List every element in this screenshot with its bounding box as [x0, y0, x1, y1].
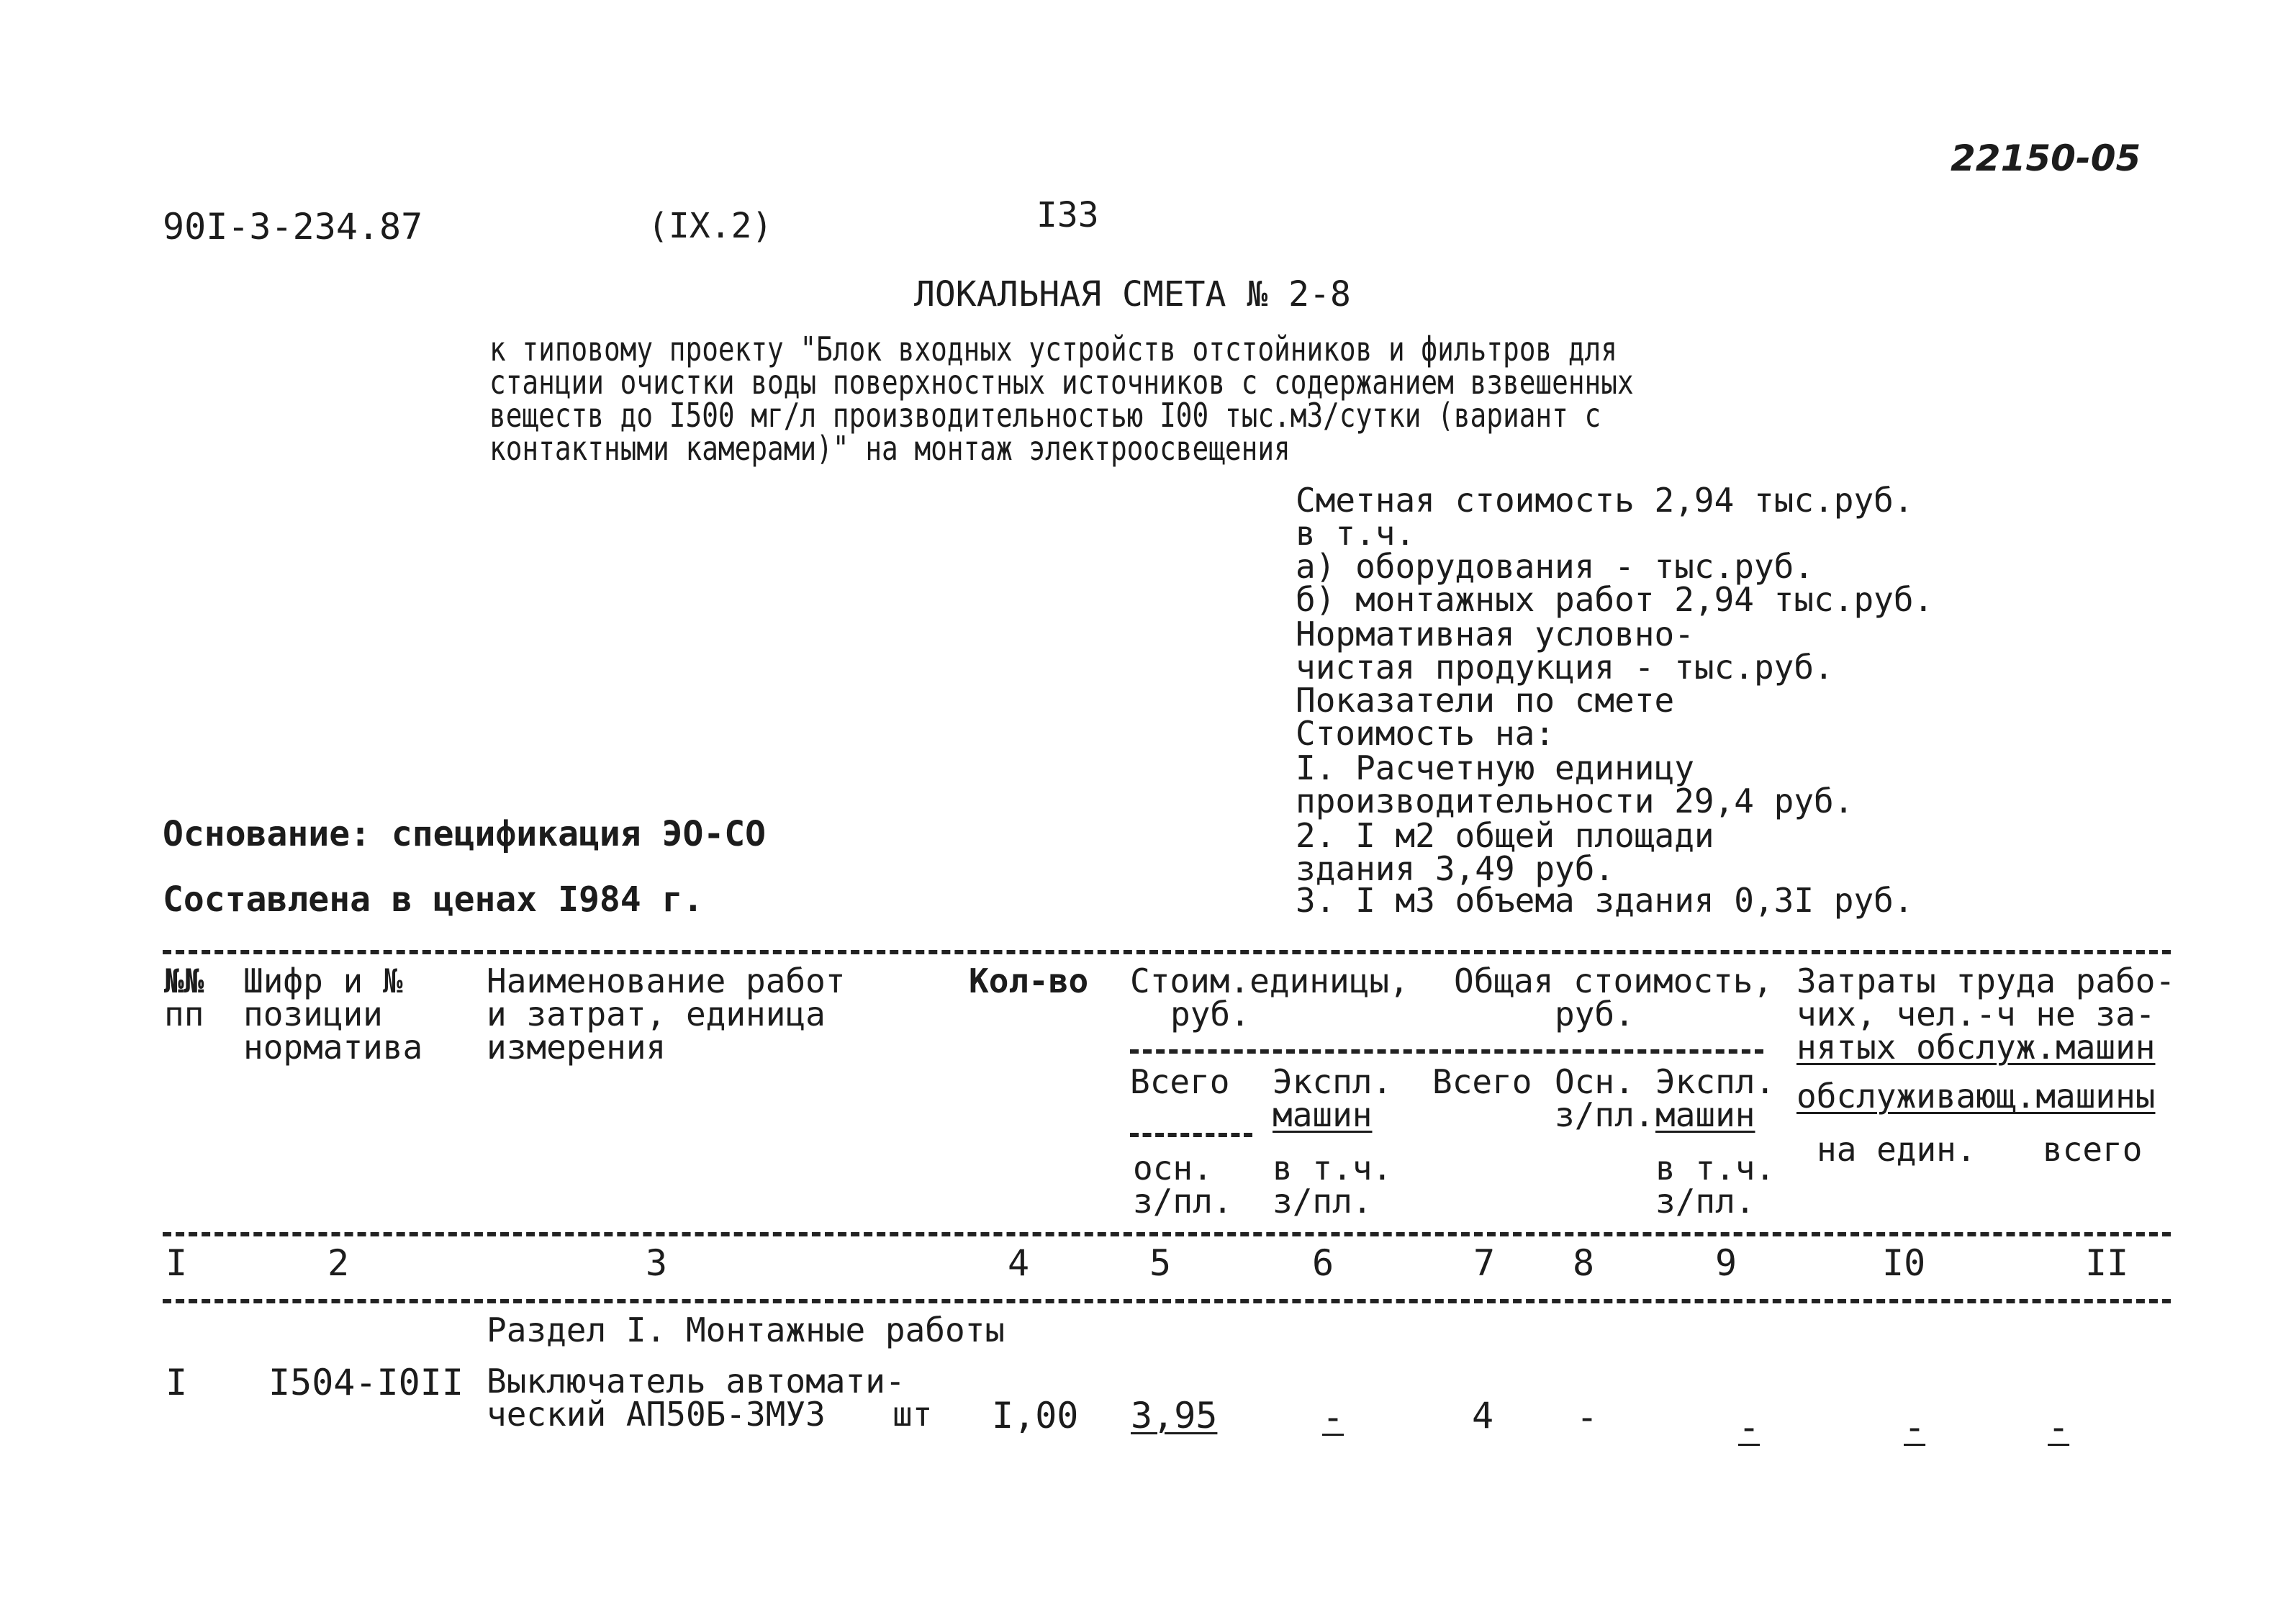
section-code: (IX.2) — [648, 206, 773, 246]
summary-line: Нормативная условно- — [1296, 615, 1694, 653]
prices-line: Составлена в ценах I984 г. — [163, 879, 704, 920]
header-col3: и затрат, единица — [487, 995, 826, 1033]
page-title: ЛОКАЛЬНАЯ СМЕТА № 2-8 — [914, 274, 1351, 315]
column-number: 6 — [1312, 1242, 1334, 1284]
row-unit-total: 3,95 — [1131, 1395, 1218, 1437]
header-col9: машин — [1655, 1095, 1755, 1134]
header-col5: з/пл. — [1133, 1182, 1233, 1221]
column-number: 2 — [327, 1242, 350, 1284]
header-col5: Всего — [1130, 1062, 1230, 1101]
header-col789: Общая стоимость, — [1454, 962, 1773, 1000]
row-qty: I,00 — [992, 1395, 1079, 1437]
row-labor-total: - — [2048, 1406, 2070, 1448]
column-number: II — [2085, 1242, 2129, 1284]
header-col5: осн. — [1133, 1149, 1213, 1188]
header-col789: руб. — [1555, 995, 1635, 1033]
row-number: I — [166, 1362, 188, 1403]
header-col6: в т.ч. — [1273, 1149, 1393, 1188]
header-col56: руб. — [1170, 995, 1250, 1033]
description-line: веществ до I500 мг/л производительностью I00 тыс.м3/сутки (вариант с — [489, 396, 1601, 435]
column-number: I — [166, 1242, 188, 1284]
description-line: контактными камерами)" на монтаж электроосвещения — [489, 429, 1291, 468]
header-col1: пп — [164, 995, 204, 1033]
document-code: 90I-3-234.87 — [163, 206, 423, 248]
summary-line: а) оборудования - тыс.руб. — [1296, 547, 1814, 586]
header-col2: позиции — [243, 995, 383, 1033]
header-col6: з/пл. — [1273, 1182, 1373, 1221]
column-number: 8 — [1573, 1242, 1595, 1284]
header-col9: Экспл. — [1655, 1062, 1776, 1101]
column-number: 3 — [646, 1242, 668, 1284]
summary-line: I. Расчетную единицу — [1296, 748, 1694, 787]
header-col1: №№ — [164, 962, 204, 1000]
row-total: 4 — [1472, 1395, 1494, 1437]
summary-line: здания 3,49 руб. — [1296, 849, 1615, 888]
column-number: 7 — [1473, 1242, 1496, 1284]
header-col6: машин — [1273, 1095, 1373, 1134]
row-total-machines: - — [1738, 1406, 1761, 1448]
summary-line: Показатели по смете — [1296, 681, 1675, 720]
summary-line: 2. I м2 общей площади — [1296, 816, 1714, 855]
header-col1011: чих, чел.-ч не за- — [1796, 995, 2156, 1033]
header-col9: в т.ч. — [1655, 1149, 1776, 1188]
summary-line: чистая продукция - тыс.руб. — [1296, 648, 1834, 687]
header-col7: Всего — [1432, 1062, 1532, 1101]
header-col3: Наименование работ — [487, 962, 846, 1000]
description-line: станции очистки воды поверхностных источников с содержанием взвешенных — [489, 363, 1634, 402]
column-number: 4 — [1008, 1242, 1030, 1284]
header-col4: Кол-во — [969, 962, 1089, 1000]
row-name: Выключатель автомати- — [487, 1362, 905, 1401]
table-top-rule — [163, 950, 2171, 954]
row-labor-unit: - — [1904, 1406, 1926, 1448]
row-name: ческий АП50Б-3МУ3 — [487, 1395, 826, 1434]
table-subheader-rule — [1130, 1049, 1763, 1054]
row-total-base: - — [1576, 1396, 1599, 1438]
table-header-bottom-rule — [163, 1232, 2171, 1236]
header-col1011-sub: обслуживающ.машины — [1796, 1077, 2156, 1116]
corner-note: 22150-05 — [1951, 137, 2141, 179]
row-unit-machines: - — [1322, 1396, 1344, 1438]
header-col8: з/пл. — [1555, 1095, 1655, 1134]
header-col56: Стоим.единицы, — [1130, 962, 1409, 1000]
basis-line: Основание: спецификация ЭО-СО — [163, 814, 767, 854]
table-subheader-rule — [1130, 1133, 1252, 1137]
summary-line: Стоимость на: — [1296, 714, 1555, 753]
description-line: к типовому проекту "Блок входных устройств отстойников и фильтров для — [489, 330, 1617, 368]
summary-line: Сметная стоимость 2,94 тыс.руб. — [1296, 481, 1914, 520]
header-col6: Экспл. — [1273, 1062, 1393, 1101]
row-code: I504-I0II — [268, 1362, 464, 1403]
header-col8: Осн. — [1555, 1062, 1635, 1101]
page-number: I33 — [1036, 195, 1099, 235]
summary-line: в т.ч. — [1296, 514, 1416, 553]
column-number: 9 — [1715, 1242, 1737, 1284]
header-col11: всего — [2043, 1130, 2143, 1169]
summary-line: б) монтажных работ 2,94 тыс.руб. — [1296, 580, 1934, 619]
column-number: I0 — [1882, 1242, 1926, 1284]
header-col3: измерения — [487, 1028, 666, 1067]
column-number: 5 — [1149, 1242, 1172, 1284]
header-col10: на един. — [1817, 1130, 1976, 1169]
header-col9: з/пл. — [1655, 1182, 1755, 1221]
section-title: Раздел I. Монтажные работы — [487, 1311, 1005, 1349]
header-col2: норматива — [243, 1028, 423, 1067]
summary-line: производительности 29,4 руб. — [1296, 782, 1854, 820]
row-unit: шт — [892, 1395, 933, 1434]
summary-line: 3. I м3 объема здания 0,3I руб. — [1296, 881, 1914, 920]
header-col1011: нятых обслуж.машин — [1796, 1028, 2156, 1067]
table-colnum-bottom-rule — [163, 1299, 2171, 1303]
header-col1011: Затраты труда рабо- — [1796, 962, 2176, 1000]
header-col2: Шифр и № — [243, 962, 403, 1000]
